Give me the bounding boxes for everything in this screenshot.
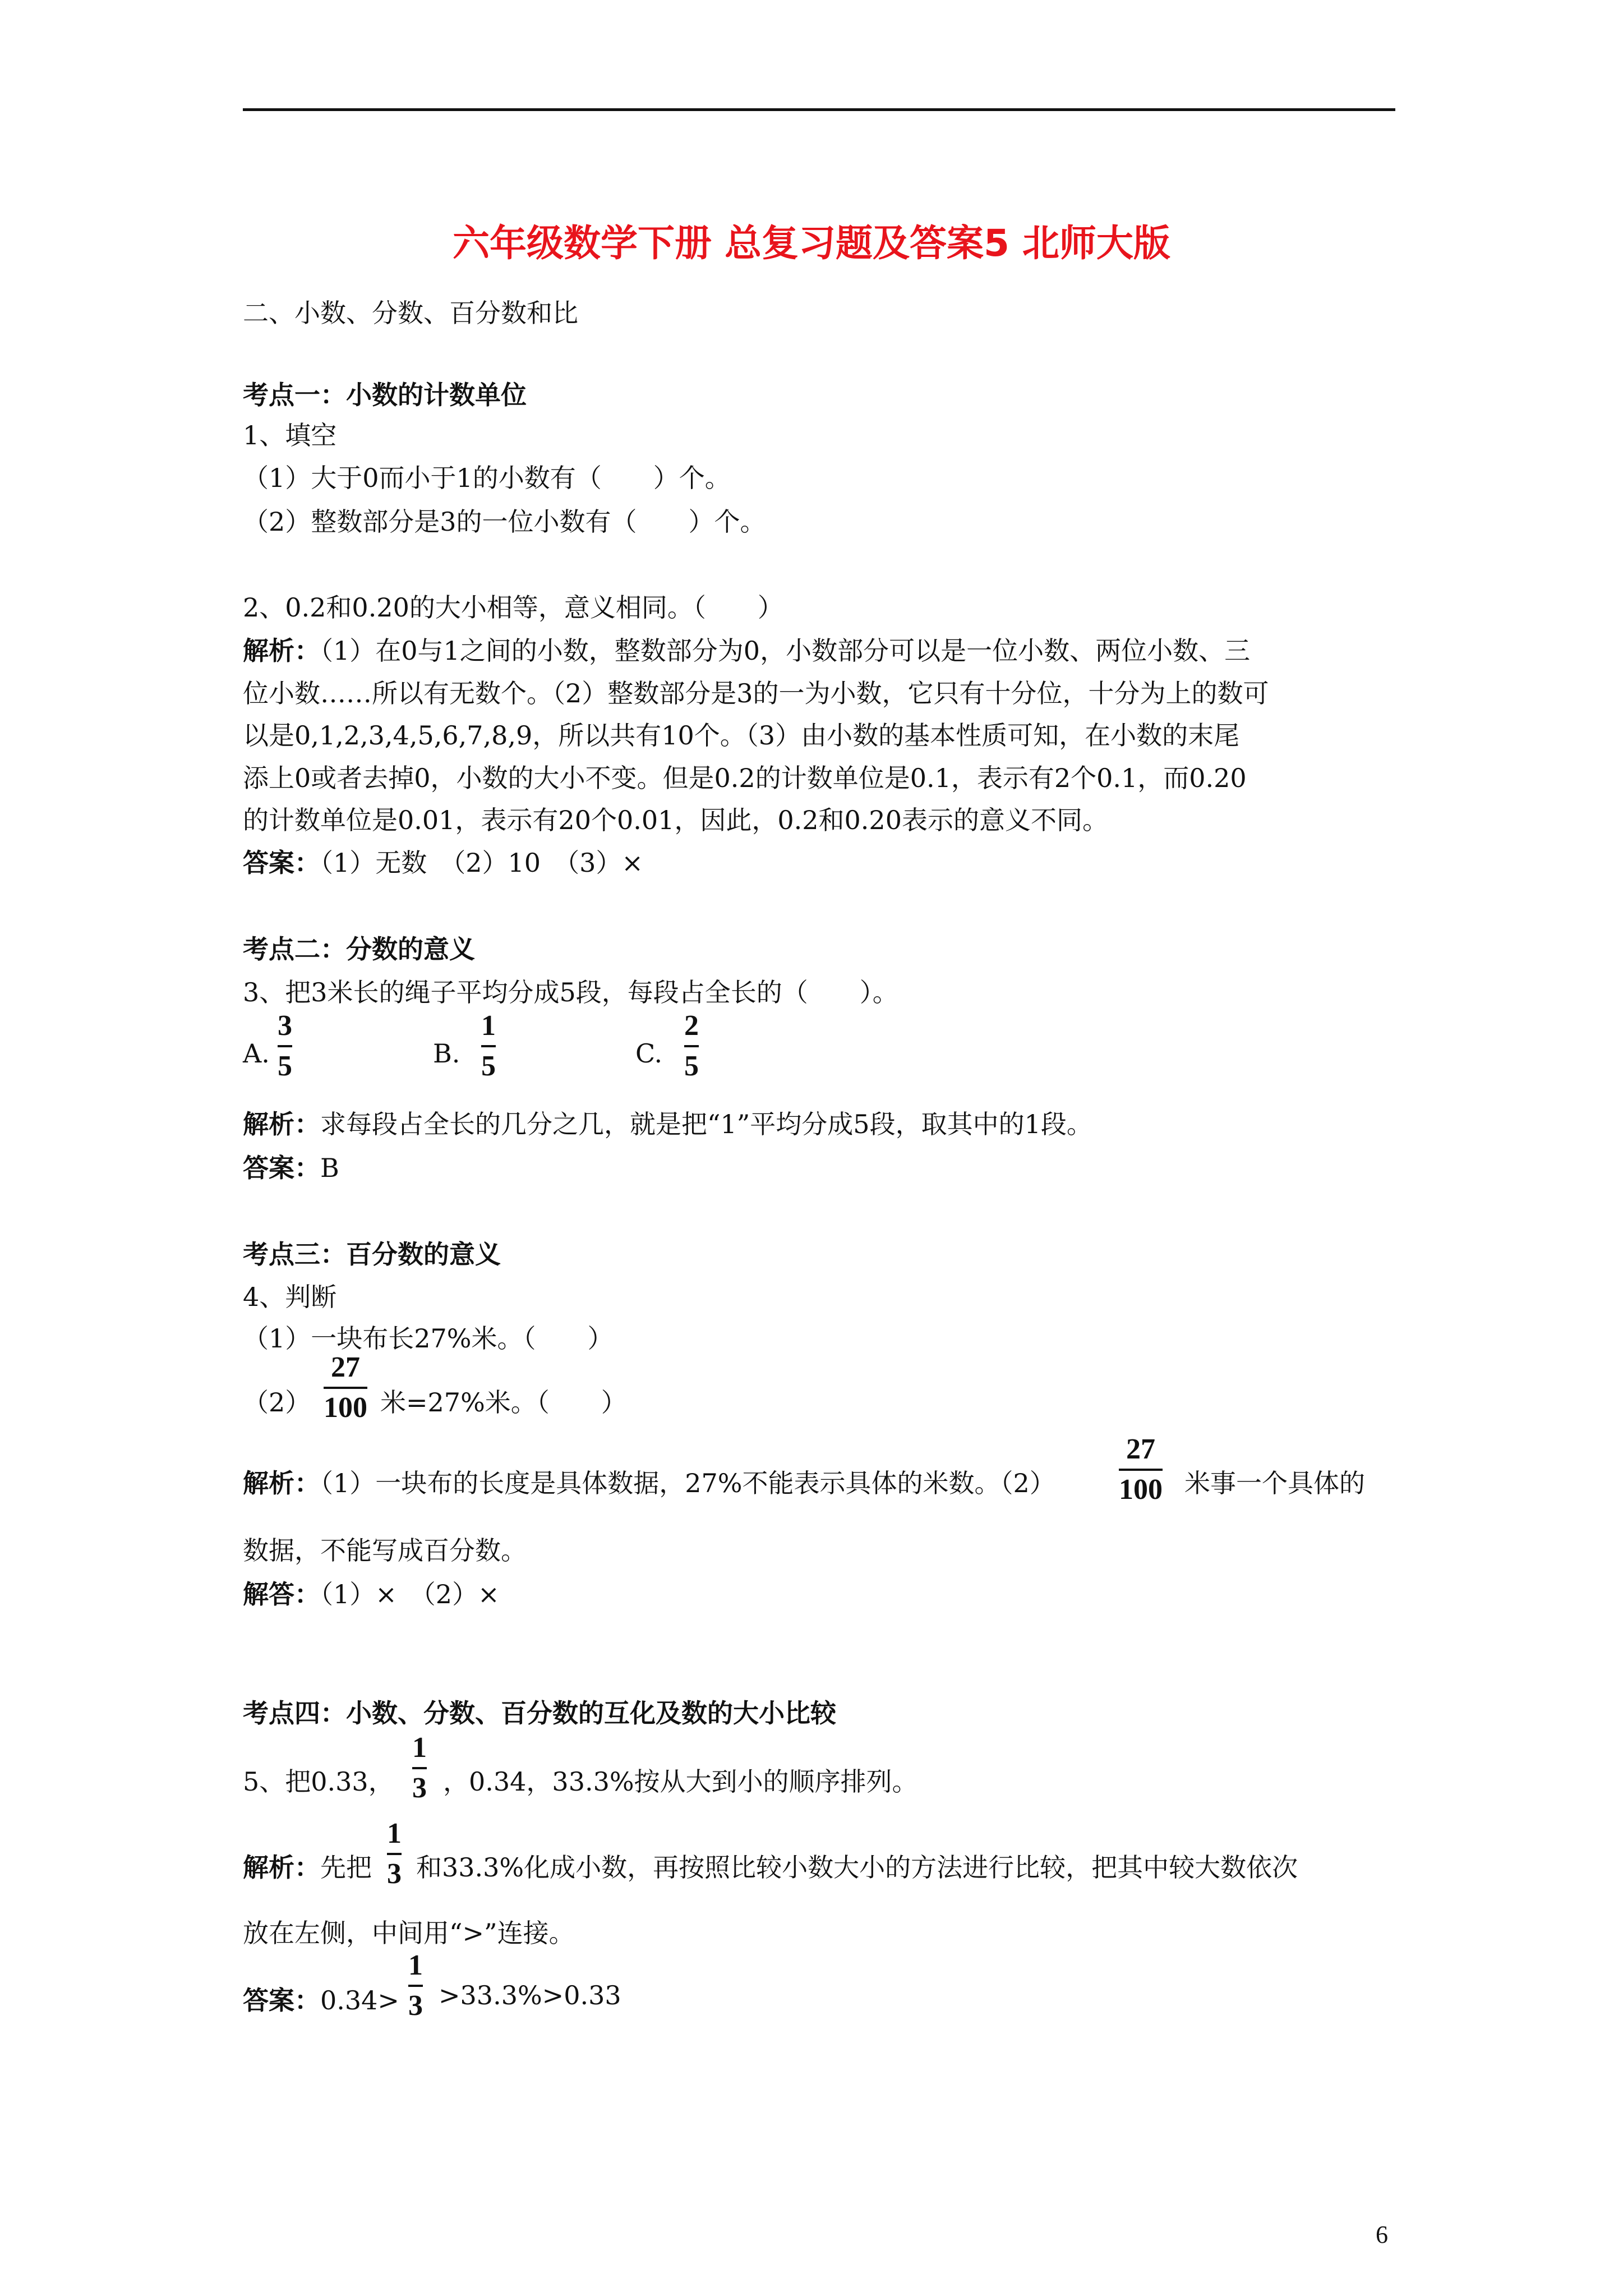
- q1a-text: （1）大于0而小于1的小数有（ ）个。: [243, 463, 731, 493]
- q3-text: 3、把3米长的绳子平均分成5段，每段占全长的（ ）。: [243, 977, 898, 1007]
- page-number: 6: [1376, 2221, 1388, 2248]
- k1-analysis-line5: 的计数单位是0.01，表示有20个0.01，因此，0.2和0.20表示的意义不同。: [243, 805, 1108, 835]
- q1b-text: （2）整数部分是3的一位小数有（ ）个。: [243, 507, 766, 537]
- q5-text-post: ，0.34，33.3%按从大到小的顺序排列。: [443, 1766, 918, 1797]
- k4-heading: 考点四：小数、分数、百分数的互化及数的大小比较: [243, 1698, 836, 1728]
- k3-analysis-line2: 数据，不能写成百分数。: [243, 1535, 527, 1566]
- k2-analysis: 解析：求每段占全长的几分之几，就是把“1”平均分成5段，取其中的1段。: [243, 1109, 1092, 1139]
- k2-heading: 考点二：分数的意义: [243, 934, 475, 964]
- k3-analysis-line1-tail: 米事一个具体的: [1184, 1468, 1365, 1498]
- k4-answer-fraction: 1 3: [408, 1949, 423, 2022]
- k1-analysis-line4: 添上0或者去掉0，小数的大小不变。但是0.2的计数单位是0.1，表示有2个0.1，而0.20: [243, 763, 1247, 793]
- k3-analysis-line1: 解析：（1）一块布的长度是具体数据，27%不能表示具体的米数。（2）: [243, 1468, 1055, 1498]
- q2-text: 2、0.2和0.20的大小相等，意义相同。（ ）: [243, 592, 783, 623]
- k4-answer-pre: 答案：0.34>: [243, 1985, 399, 2016]
- k1-answer: 答案：（1）无数 （2）10 （3）×: [243, 848, 643, 878]
- k4-analysis-line2: 放在左侧，中间用“>”连接。: [243, 1918, 575, 1948]
- k2-answer: 答案：B: [243, 1153, 339, 1183]
- option-c-label: C.: [635, 1038, 663, 1069]
- q4-text: 4、判断: [243, 1282, 337, 1312]
- k1-analysis-line3: 以是0,1,2,3,4,5,6,7,8,9，所以共有10个。（3）由小数的基本性质可知，在小数的末尾: [243, 720, 1240, 751]
- k1-heading: 考点一：小数的计数单位: [243, 380, 527, 410]
- answer-label: 答案：: [243, 1153, 320, 1183]
- q4b-suffix: 米=27%米。（ ）: [380, 1387, 627, 1418]
- answer-label: 答案：: [243, 848, 320, 878]
- analysis-label: 解析：: [243, 1468, 320, 1498]
- q4b-prefix: （2）: [243, 1387, 311, 1418]
- k4-answer-post: >33.3%>0.33: [439, 1980, 621, 2010]
- k3-heading: 考点三：百分数的意义: [243, 1239, 501, 1269]
- section-heading: 二、小数、分数、百分数和比: [243, 298, 578, 328]
- q4a-text: （1）一块布长27%米。（ ）: [243, 1323, 614, 1354]
- q5-text-pre: 5、把0.33，: [243, 1766, 394, 1797]
- option-a-fraction: 3 5: [278, 1010, 292, 1082]
- k3-analysis-fraction: 27 100: [1119, 1433, 1163, 1506]
- analysis-label: 解析：: [243, 636, 320, 666]
- k4-analysis-line1-post: 和33.3%化成小数，再按照比较小数大小的方法进行比较，把其中较大数依次: [416, 1852, 1298, 1883]
- option-b-fraction: 1 5: [481, 1010, 496, 1082]
- analysis-label: 解析：: [243, 1109, 320, 1139]
- page-title: 六年级数学下册 总复习题及答案5 北师大版: [453, 222, 1170, 265]
- answer-label: 答案：: [243, 1985, 320, 2016]
- k1-analysis-line1: 解析：（1）在0与1之间的小数，整数部分为0，小数部分可以是一位小数、两位小数、三: [243, 636, 1251, 666]
- option-a-label: A.: [243, 1038, 270, 1069]
- option-b-label: B.: [433, 1038, 460, 1069]
- k4-analysis-line1-pre: 解析：先把: [243, 1852, 372, 1883]
- k1-analysis-line2: 位小数……所以有无数个。（2）整数部分是3的一为小数，它只有十分位，十分为上的数可: [243, 678, 1269, 708]
- answer-label: 解答：: [243, 1579, 320, 1609]
- k3-answer: 解答：（1）× （2）×: [243, 1579, 500, 1609]
- option-c-fraction: 2 5: [684, 1010, 699, 1082]
- q1-text: 1、填空: [243, 420, 337, 450]
- analysis-label: 解析：: [243, 1852, 320, 1883]
- q4b-fraction: 27 100: [324, 1351, 367, 1424]
- header-rule: [243, 108, 1395, 111]
- k4-analysis-fraction: 1 3: [387, 1818, 402, 1890]
- q5-fraction: 1 3: [412, 1732, 427, 1804]
